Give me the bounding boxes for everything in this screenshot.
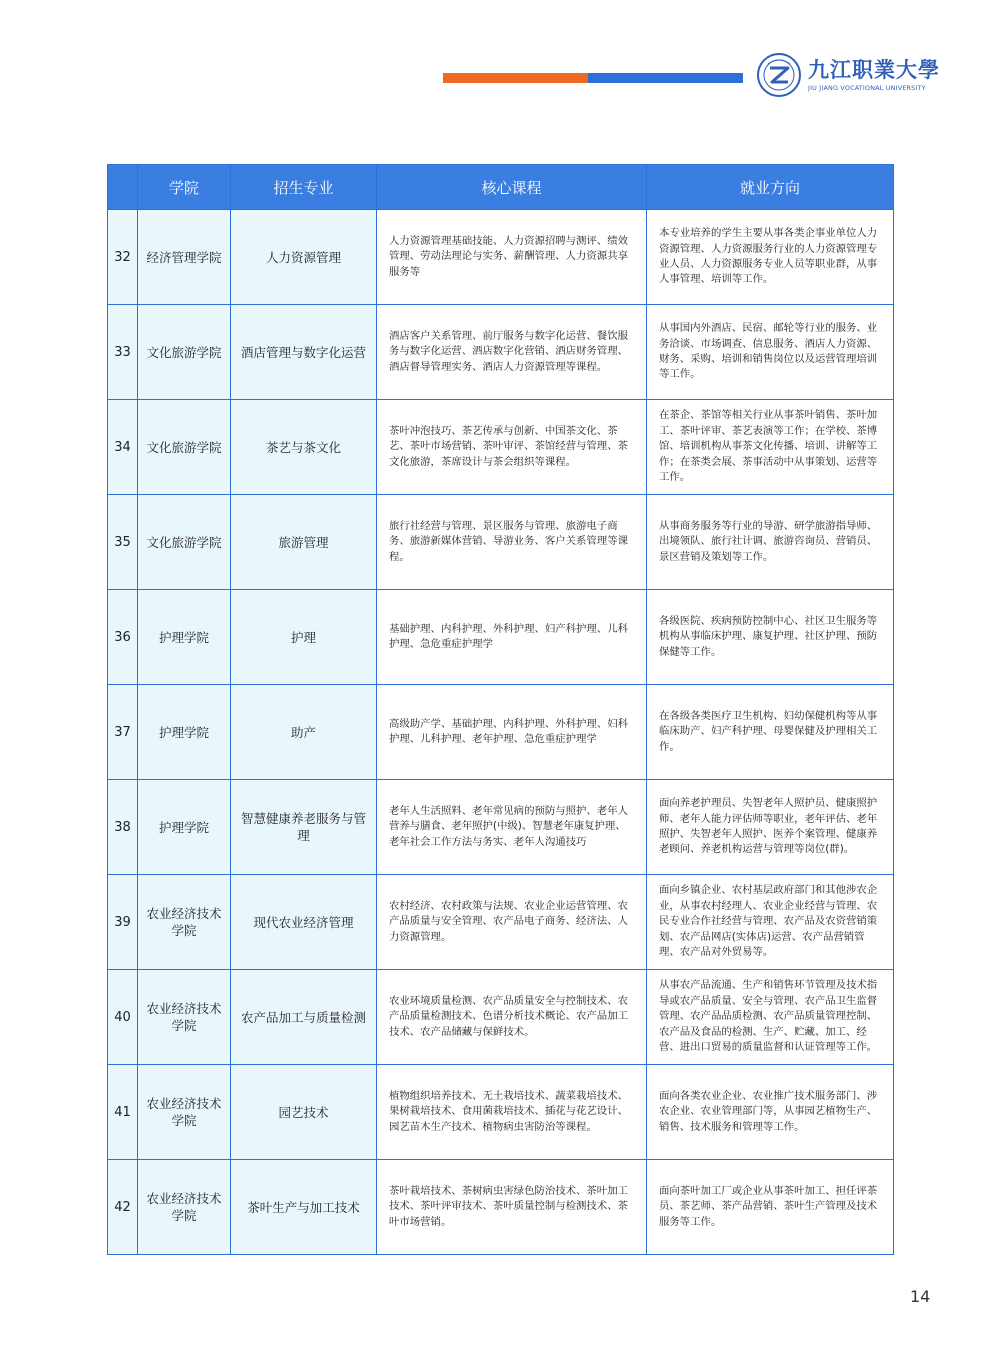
courses-cell: 茶叶栽培技术、茶树病虫害绿色防治技术、茶叶加工技术、茶叶评审技术、茶叶质量控制与检测技术、茶叶市场营销。 xyxy=(377,1160,647,1255)
college-cell: 农业经济技术学院 xyxy=(138,1160,231,1255)
courses-cell: 茶叶冲泡技巧、茶艺传承与创新、中国茶文化、茶艺、茶叶市场营销、茶叶审评、茶馆经营与管理、茶文化旅游，茶席设计与茶会组织等课程。 xyxy=(377,400,647,495)
row-index: 42 xyxy=(108,1160,138,1255)
major-cell: 现代农业经济管理 xyxy=(231,875,377,970)
row-index: 38 xyxy=(108,780,138,875)
career-cell: 从事农产品流通、生产和销售环节管理及技术指导或农产品质量、安全与管理、农产品卫生监督管理、农产品品质检测、农产品质量管理控制、农产品及食品的检测、生产、贮藏、加工、经营、进出口贸易的质量监督和认证管理等工作。 xyxy=(647,970,894,1065)
career-cell: 面向养老护理员、失智老年人照护员、健康照护师、老年人能力评估师等职业，老年评估、老年照护、失智老年人照护、医养个案管理、健康养老顾问、养老机构运营与管理等岗位(群)。 xyxy=(647,780,894,875)
courses-cell: 老年人生活照料、老年常见病的预防与照护、老年人营养与膳食、老年照护(中级)、智慧老年康复护理、老年社会工作方法与务实、老年人沟通技巧 xyxy=(377,780,647,875)
career-cell: 从事国内外酒店、民宿、邮轮等行业的服务、业务洽谈、市场调查、信息服务、酒店人力资源、财务、采购、培训和销售岗位以及运营管理培训等工作。 xyxy=(647,305,894,400)
college-cell: 护理学院 xyxy=(138,685,231,780)
page-number: 14 xyxy=(910,1287,931,1306)
university-name-english: JIU JIANG VOCATIONAL UNIVERSITY xyxy=(808,84,926,92)
college-cell: 护理学院 xyxy=(138,780,231,875)
row-index: 41 xyxy=(108,1065,138,1160)
major-cell: 茶叶生产与加工技术 xyxy=(231,1160,377,1255)
column-header-college: 学院 xyxy=(138,165,231,210)
majors-table xyxy=(107,164,894,1255)
row-index: 35 xyxy=(108,495,138,590)
courses-cell: 旅行社经营与管理、景区服务与管理、旅游电子商务、旅游新媒体营销、导游业务、客户关系管理等课程。 xyxy=(377,495,647,590)
header-accent-bar-orange xyxy=(443,73,588,83)
row-index: 36 xyxy=(108,590,138,685)
table-row xyxy=(108,1160,894,1255)
header-accent-bar-blue xyxy=(588,73,743,83)
column-header-major: 招生专业 xyxy=(231,165,377,210)
courses-cell: 农业环境质量检测、农产品质量安全与控制技术、农产品质量检测技术、色谱分析技术概论、农产品加工技术、农产品储藏与保鲜技术。 xyxy=(377,970,647,1065)
university-logo xyxy=(756,52,940,102)
row-index: 33 xyxy=(108,305,138,400)
table-row xyxy=(108,400,894,495)
major-cell: 旅游管理 xyxy=(231,495,377,590)
table-row xyxy=(108,685,894,780)
courses-cell: 农村经济、农村政策与法规、农业企业运营管理、农产品质量与安全管理、农产品电子商务、经济法、人力资源管理。 xyxy=(377,875,647,970)
college-cell: 农业经济技术学院 xyxy=(138,875,231,970)
college-cell: 经济管理学院 xyxy=(138,210,231,305)
row-index: 32 xyxy=(108,210,138,305)
major-cell: 护理 xyxy=(231,590,377,685)
column-header-career: 就业方向 xyxy=(647,165,894,210)
career-cell: 面向乡镇企业、农村基层政府部门和其他涉农企业，从事农村经理人、农业企业经营与管理、农民专业合作社经营与管理、农产品及农资营销策划、农产品网店(实体店)运营、农产品营销管理、农产品对外贸易等。 xyxy=(647,875,894,970)
courses-cell: 植物组织培养技术、无土栽培技术、蔬菜栽培技术、果树栽培技术、食用菌栽培技术、插花与花艺设计、园艺苗木生产技术、植物病虫害防治等课程。 xyxy=(377,1065,647,1160)
major-cell: 助产 xyxy=(231,685,377,780)
courses-cell: 酒店客户关系管理、前厅服务与数字化运营、餐饮服务与数字化运营、酒店数字化营销、酒店财务管理、酒店督导管理实务、酒店人力资源管理等课程。 xyxy=(377,305,647,400)
table-row xyxy=(108,970,894,1065)
career-cell: 面向各类农业企业、农业推广技术服务部门、涉农企业、农业管理部门等，从事园艺植物生产、销售、技术服务和管理等工作。 xyxy=(647,1065,894,1160)
career-cell: 各级医院、疾病预防控制中心、社区卫生服务等机构从事临床护理、康复护理、社区护理、预防保健等工作。 xyxy=(647,590,894,685)
university-seal-icon xyxy=(756,52,802,98)
career-cell: 在各级各类医疗卫生机构、妇幼保健机构等从事临床助产、妇产科护理、母婴保健及护理相关工作。 xyxy=(647,685,894,780)
major-cell: 园艺技术 xyxy=(231,1065,377,1160)
courses-cell: 高级助产学、基础护理、内科护理、外科护理、妇科护理、儿科护理、老年护理、急危重症护理学 xyxy=(377,685,647,780)
courses-cell: 人力资源管理基础技能、人力资源招聘与测评、绩效管理、劳动法理论与实务、薪酬管理、人力资源共享服务等 xyxy=(377,210,647,305)
major-cell: 智慧健康养老服务与管理 xyxy=(231,780,377,875)
college-cell: 文化旅游学院 xyxy=(138,305,231,400)
table-row xyxy=(108,495,894,590)
college-cell: 护理学院 xyxy=(138,590,231,685)
table-row xyxy=(108,210,894,305)
college-cell: 文化旅游学院 xyxy=(138,495,231,590)
major-cell: 人力资源管理 xyxy=(231,210,377,305)
major-cell: 酒店管理与数字化运营 xyxy=(231,305,377,400)
college-cell: 农业经济技术学院 xyxy=(138,970,231,1065)
table-row xyxy=(108,780,894,875)
table-row xyxy=(108,1065,894,1160)
row-index: 39 xyxy=(108,875,138,970)
university-name: 九江职業大學 xyxy=(808,57,940,82)
column-header-core-courses: 核心课程 xyxy=(377,165,647,210)
major-cell: 茶艺与茶文化 xyxy=(231,400,377,495)
table-row xyxy=(108,305,894,400)
major-cell: 农产品加工与质量检测 xyxy=(231,970,377,1065)
row-index: 40 xyxy=(108,970,138,1065)
table-row xyxy=(108,875,894,970)
table-header-row xyxy=(108,165,894,210)
column-header-index xyxy=(108,165,138,210)
college-cell: 农业经济技术学院 xyxy=(138,1065,231,1160)
row-index: 37 xyxy=(108,685,138,780)
career-cell: 面向茶叶加工厂或企业从事茶叶加工、担任评茶员、茶艺师、茶产品营销、茶叶生产管理及技术服务等工作。 xyxy=(647,1160,894,1255)
college-cell: 文化旅游学院 xyxy=(138,400,231,495)
career-cell: 本专业培养的学生主要从事各类企事业单位人力资源管理、人力资源服务行业的人力资源管理专业人员、人力资源服务专业人员等职业群，从事人事管理、培训等工作。 xyxy=(647,210,894,305)
row-index: 34 xyxy=(108,400,138,495)
table-row xyxy=(108,590,894,685)
career-cell: 在茶企、茶馆等相关行业从事茶叶销售、茶叶加工、茶叶评审、茶艺表演等工作；在学校、茶博馆、培训机构从事茶文化传播、培训、讲解等工作；在茶类会展、茶事活动中从事策划、运营等工作。 xyxy=(647,400,894,495)
courses-cell: 基础护理、内科护理、外科护理、妇产科护理、儿科护理、急危重症护理学 xyxy=(377,590,647,685)
career-cell: 从事商务服务等行业的导游、研学旅游指导师、出境领队、旅行社计调、旅游咨询员、营销员、景区营销及策划等工作。 xyxy=(647,495,894,590)
